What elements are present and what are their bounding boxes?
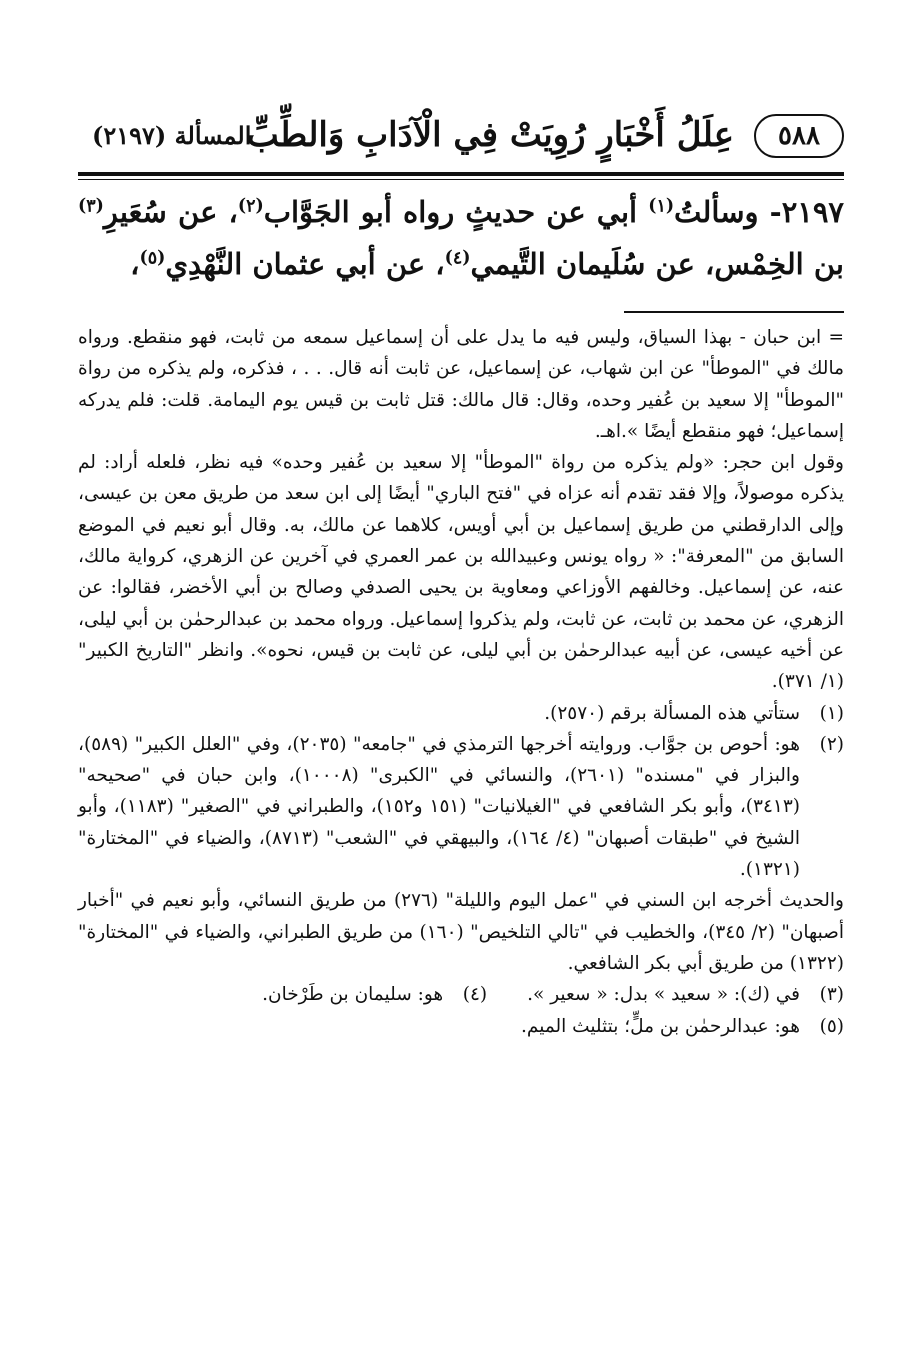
footnote-separator: [624, 311, 844, 313]
footnote-text: هو: سليمان بن طَرْخان.: [262, 984, 444, 1006]
question-text-part: أبي عن حديثٍ رواه أبو الجَوَّاب: [263, 195, 649, 229]
footnote-text: هو: أحوص بن جوَّاب. وروايته أخرجها الترمذي في "جامعه" (٢٠٣٥)، وفي "العلل الكبير" (٥٨٩)، والبزار في "مسنده" (٢٦٠١)، والنسائي في "الكبرى" (١٠٠٠٨)، وابن حبان في "صحيحه" (٣٤١٣)، وأبو بكر الشافعي في "الغيلانيات" (١٥١ و١٥٢)، والطبراني في "الصغير" (١١٨٣)، وأبو الشيخ في "طبقات أصبهان" (٤/ ١٦٤)، والبيهقي في "الشعب" (٨٧١٣)، والضياء في "المختارة" (١٣٢١).: [78, 733, 801, 881]
footnote-ref-5: ( $^٥$ ): [140, 248, 166, 268]
header-divider-thin: [78, 179, 844, 180]
question-paragraph: [78, 186, 844, 290]
page-header: [78, 108, 844, 172]
footnote-ref-3: ( $^٣$ ): [78, 196, 104, 216]
footnote-3: [527, 979, 844, 1010]
footnote-ref-1: ( $^١$ ): [648, 196, 674, 216]
footnote-ref-4: ( $^٤$ ): [445, 248, 471, 268]
question-text-part: ، عن سُعَيرِ: [103, 195, 238, 229]
footnote-continuation: = ابن حبان - بهذا السياق، وليس فيه ما يدل على أن إسماعيل سمعه من ثابت، فهو منقطع. ورواه مالك في "الموطأ" عن ابن شهاب، عن إسماعيل، عن ثابت أنه قال. . . ، فذكره، ولم يذكره من رواة "الموطأ" إلا سعيد بن عُفير وحده، وقال: قال مالك: قتل ثابت بن قيس يوم اليمامة. قلت: فلم يدركه إسماعيل؛ فهو منقطع أيضًا ».اهـ.: [78, 327, 844, 442]
book-title: عِلَلُ أَخْبَارٍ رُوِيَتْ فِي الْآدَابِ وَالطِّبِّ: [246, 115, 734, 155]
question-text-part: بن الخِمْس، عن سُلَيمان التَّيمي: [470, 247, 844, 281]
footnote-text: في (ك): « سعيد » بدل: « سعير ».: [527, 984, 800, 1006]
question-text: [78, 186, 844, 290]
footnote-4: [262, 979, 487, 1010]
footnote-continuation: وقول ابن حجر: «ولم يذكره من رواة "الموطأ" إلا سعيد بن عُفير وحده» فيه نظر، فلعله أراد: لم يذكره موصولاً، وإلا فقد تقدم أنه عزاه في "فتح الباري" أيضًا إلى ابن سعد من طريق معن بن عيسى، وإلى الدارقطني من طريق إسماعيل بن أبي أويس، كلاهما عن مالك، به. وقال أبو نعيم في الموضع السابق من "المعرفة": « رواه يونس وعبيدالله بن عمر العمري في آخرين عن الزهري، كرواية مالك، عنه، عن إسماعيل. وخالفهم الأوزاعي ومعاوية بن يحيى الصدفي وصالح بن أبي الأخضر، فقالوا: عن الزهري، عن محمد بن ثابت، عن ثابت، ولم يذكروا إسماعيل. ورواه محمد بن عبدالرحمٰن بن أبي ليلى، عن أخيه عيسى، عن أبيه عبدالرحمٰن بن أبي ليلى، عن ثابت بن قيس، نحوه». وانظر "التاريخ الكبير" (١/ ٣٧١).: [77, 452, 844, 693]
footnote-number: (٤): [462, 984, 488, 1006]
footnote-paragraph: والحديث أخرجه ابن السني في "عمل اليوم والليلة" (٢٧٦) من طريق النسائي، وأبو نعيم في "أخبار أصبهان" (٢/ ٣٤٥)، والخطيب في "تالي التلخيص" (١٦٠) من طريق الطبراني، والضياء في "المختارة" (١٣٢٢) من طريق أبي بكر الشافعي.: [78, 890, 845, 974]
question-text-part: ٢١٩٧- وسألتُ: [674, 195, 844, 229]
issue-label: المسألة (٢١٩٧): [92, 121, 252, 150]
footnotes: [78, 322, 844, 1042]
footnote-number: (٣): [819, 984, 844, 1006]
footnote-text: ستأتي هذه المسألة برقم (٢٥٧٠).: [544, 702, 800, 724]
footnote-number: (٥): [819, 1015, 844, 1037]
footnote-1: [78, 698, 844, 729]
footnote-number: (٢): [819, 733, 844, 755]
footnotes-3-4: [78, 979, 844, 1010]
question-text-part: ، عن أبي عثمان النَّهْدِي: [165, 247, 445, 281]
footnote-text: هو: عبدالرحمٰن بن ملٍّ؛ بتثليث الميم.: [521, 1015, 800, 1037]
footnote-5: [78, 1011, 844, 1042]
footnote-number: (١): [819, 702, 844, 724]
header-divider: [78, 172, 844, 176]
footnote-2: [78, 729, 844, 885]
question-text-part: ،: [130, 247, 140, 281]
footnote-ref-2: ( $^٢$ ): [238, 196, 264, 216]
page-number: ٥٨٨: [754, 114, 844, 158]
